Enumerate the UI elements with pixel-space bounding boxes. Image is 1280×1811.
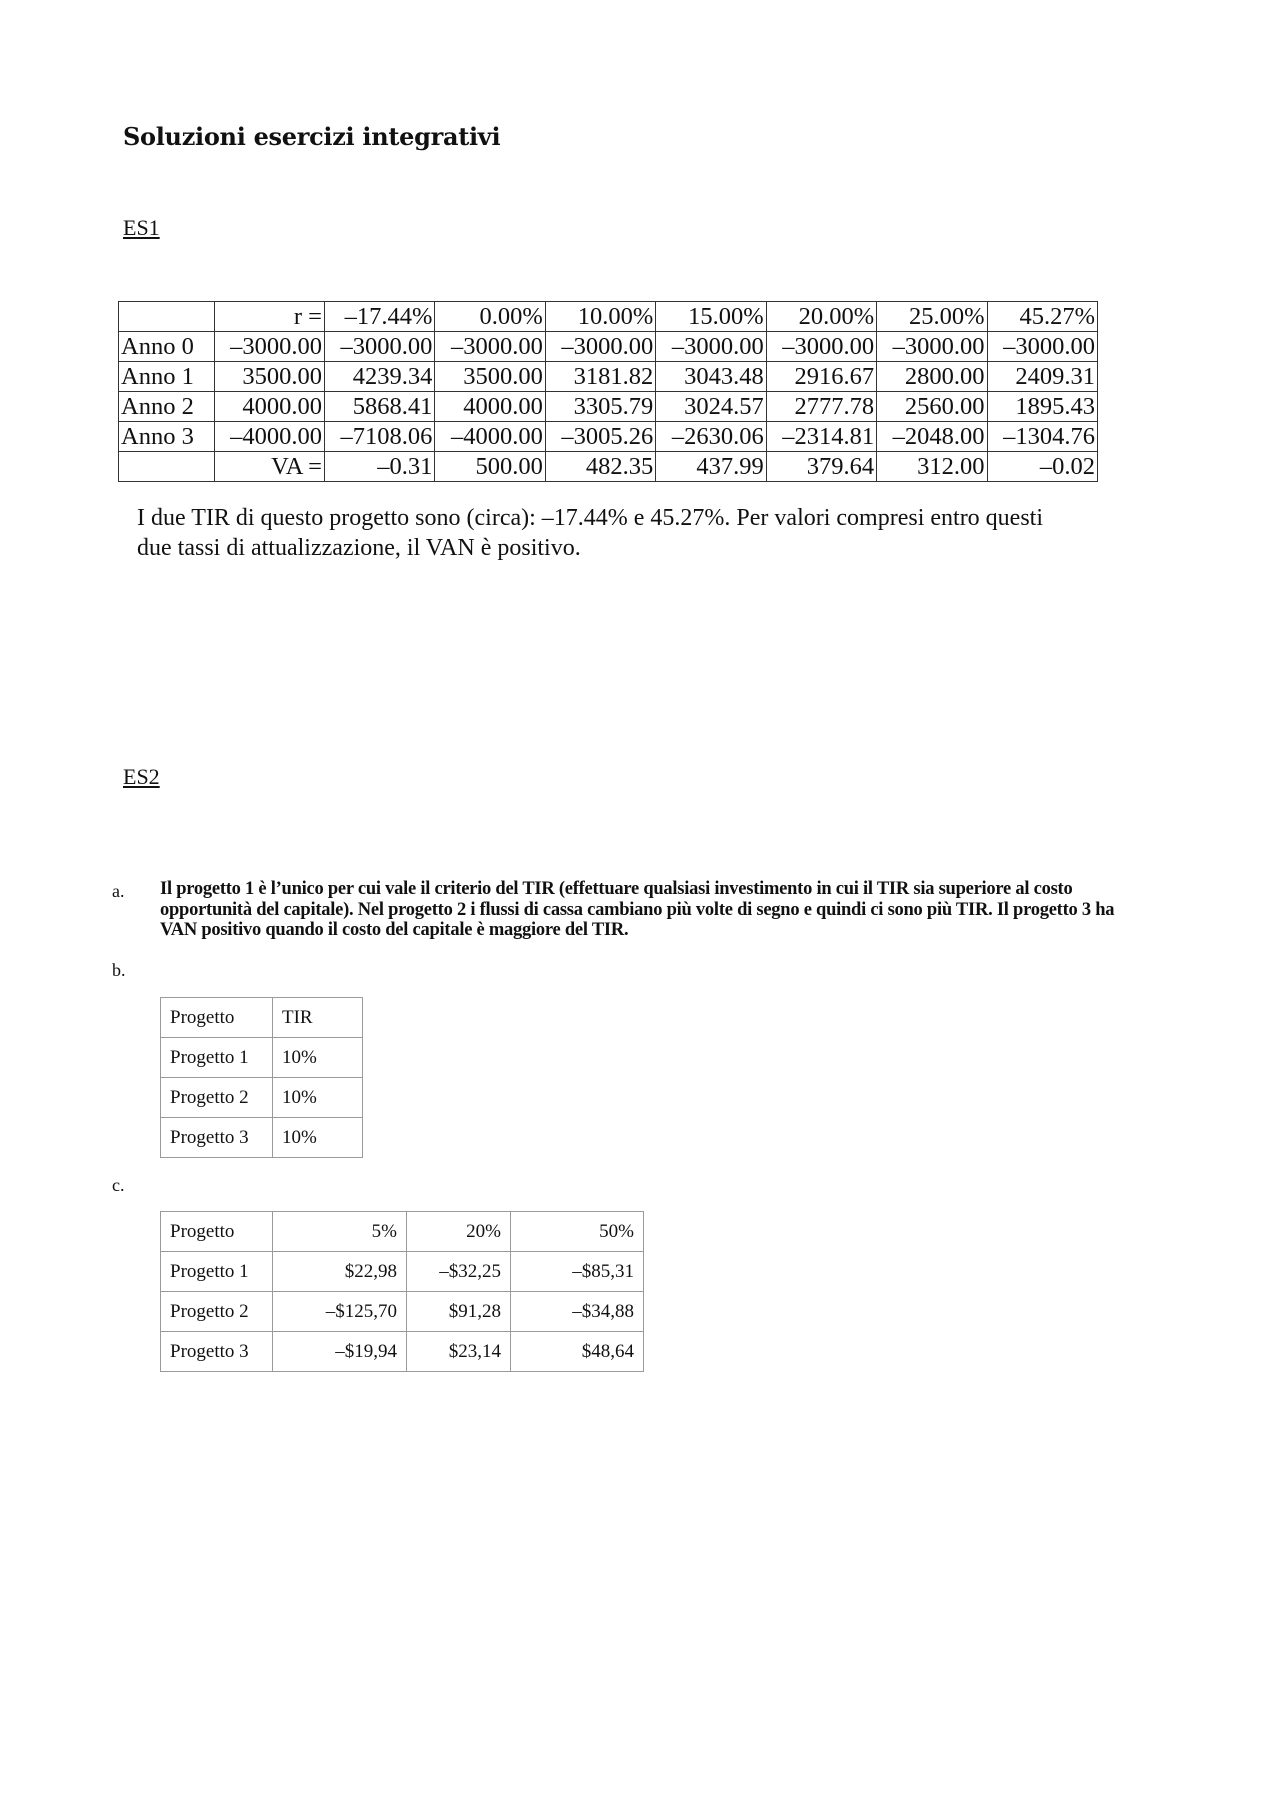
table-cell: 5868.41 — [325, 392, 435, 422]
table-cell: –2048.00 — [877, 422, 987, 452]
table-cell: –3000.00 — [877, 332, 987, 362]
table-cell: 10% — [273, 1078, 363, 1118]
table-cell: Progetto 3 — [161, 1118, 273, 1158]
table-cell: 1895.43 — [987, 392, 1097, 422]
table-header-row — [161, 998, 363, 1038]
rate-cell: 10.00% — [545, 302, 655, 332]
list-letter-c: c. — [112, 1175, 125, 1195]
table-cell: 10% — [273, 1118, 363, 1158]
row-label: Anno 2 — [119, 392, 215, 422]
va-cell: 482.35 — [545, 452, 655, 482]
table-row — [161, 1038, 363, 1078]
table-row — [119, 452, 1098, 482]
table-row — [161, 1332, 644, 1372]
table-row — [119, 362, 1098, 392]
rate-cell: 0.00% — [435, 302, 545, 332]
table-cell: –3000.00 — [987, 332, 1097, 362]
page-title: Soluzioni esercizi integrativi — [123, 122, 501, 151]
table-cell: 2800.00 — [877, 362, 987, 392]
table-cell: –2630.06 — [656, 422, 766, 452]
table-cell: $22,98 — [273, 1252, 407, 1292]
rate-label: r = — [215, 302, 325, 332]
table-cell: 4239.34 — [325, 362, 435, 392]
table-row — [161, 1292, 644, 1332]
table-cell: 10% — [273, 1038, 363, 1078]
table-cell: –3000.00 — [325, 332, 435, 362]
table-cell: –$85,31 — [511, 1252, 644, 1292]
es1-paragraph: I due TIR di questo progetto sono (circa): –17.44% e 45.27%. Per valori compresi entro questi due tassi di attualizzazione, il VAN è positivo. — [137, 505, 1044, 561]
va-label: VA = — [215, 452, 325, 482]
van-table — [160, 1211, 644, 1372]
table-cell: 3181.82 — [545, 362, 655, 392]
list-letter-a: a. — [112, 881, 125, 901]
table-cell: Progetto 1 — [161, 1252, 273, 1292]
row-label: Anno 1 — [119, 362, 215, 392]
header-cell: Progetto — [161, 998, 273, 1038]
table-cell: 3024.57 — [656, 392, 766, 422]
va-cell: –0.02 — [987, 452, 1097, 482]
rate-cell: 45.27% — [987, 302, 1097, 332]
table-cell: –4000.00 — [215, 422, 325, 452]
table-cell: $48,64 — [511, 1332, 644, 1372]
va-cell: 312.00 — [877, 452, 987, 482]
table-row — [161, 1078, 363, 1118]
table-cell: –$34,88 — [511, 1292, 644, 1332]
table-cell — [119, 302, 215, 332]
table-cell: Progetto 2 — [161, 1078, 273, 1118]
va-cell: 379.64 — [766, 452, 876, 482]
header-cell: TIR — [273, 998, 363, 1038]
table-cell: –3000.00 — [656, 332, 766, 362]
table-cell: 3500.00 — [215, 362, 325, 392]
table-cell: –$32,25 — [407, 1252, 511, 1292]
table-row — [119, 392, 1098, 422]
table-cell: –7108.06 — [325, 422, 435, 452]
header-cell: 20% — [407, 1212, 511, 1252]
es2-a-paragraph: Il progetto 1 è l’unico per cui vale il criterio del TIR (effettuare qualsiasi investimento in cui il TIR sia superiore al costo opportunità del capitale). Nel progetto 2 i flussi di cassa cambiano più volte di segno e quindi ci sono più TIR. Il progetto 3 ha VAN positivo quando il costo del capitale è maggiore del TIR. — [160, 879, 1115, 940]
rate-cell: –17.44% — [325, 302, 435, 332]
table-cell: 4000.00 — [435, 392, 545, 422]
table-cell: 2777.78 — [766, 392, 876, 422]
list-letter-b: b. — [112, 960, 126, 980]
table-row — [119, 422, 1098, 452]
es1-table — [118, 301, 1098, 482]
table-cell: 2409.31 — [987, 362, 1097, 392]
table-cell: Progetto 1 — [161, 1038, 273, 1078]
table-row — [161, 1118, 363, 1158]
table-cell: 3305.79 — [545, 392, 655, 422]
rate-cell: 20.00% — [766, 302, 876, 332]
va-cell: –0.31 — [325, 452, 435, 482]
table-cell: 3043.48 — [656, 362, 766, 392]
row-label: Anno 3 — [119, 422, 215, 452]
es2-heading: ES2 — [123, 764, 160, 789]
header-cell: 5% — [273, 1212, 407, 1252]
table-cell: 2916.67 — [766, 362, 876, 392]
table-cell: –2314.81 — [766, 422, 876, 452]
table-row — [119, 332, 1098, 362]
table-cell: –1304.76 — [987, 422, 1097, 452]
table-cell: –3000.00 — [766, 332, 876, 362]
table-cell: 2560.00 — [877, 392, 987, 422]
table-row — [119, 302, 1098, 332]
table-header-row — [161, 1212, 644, 1252]
row-label: Anno 0 — [119, 332, 215, 362]
table-cell: –4000.00 — [435, 422, 545, 452]
table-cell: –$19,94 — [273, 1332, 407, 1372]
table-cell: 4000.00 — [215, 392, 325, 422]
table-cell: –3000.00 — [435, 332, 545, 362]
rate-cell: 15.00% — [656, 302, 766, 332]
va-cell: 437.99 — [656, 452, 766, 482]
table-cell: –3005.26 — [545, 422, 655, 452]
table-cell: Progetto 3 — [161, 1332, 273, 1372]
header-cell: 50% — [511, 1212, 644, 1252]
header-cell: Progetto — [161, 1212, 273, 1252]
table-row — [161, 1252, 644, 1292]
rate-cell: 25.00% — [877, 302, 987, 332]
table-cell — [119, 452, 215, 482]
va-cell: 500.00 — [435, 452, 545, 482]
table-cell: Progetto 2 — [161, 1292, 273, 1332]
table-cell: –$125,70 — [273, 1292, 407, 1332]
table-cell: $23,14 — [407, 1332, 511, 1372]
table-cell: –3000.00 — [215, 332, 325, 362]
table-cell: $91,28 — [407, 1292, 511, 1332]
table-cell: –3000.00 — [545, 332, 655, 362]
tir-table — [160, 997, 363, 1158]
table-cell: 3500.00 — [435, 362, 545, 392]
es1-heading: ES1 — [123, 215, 160, 240]
